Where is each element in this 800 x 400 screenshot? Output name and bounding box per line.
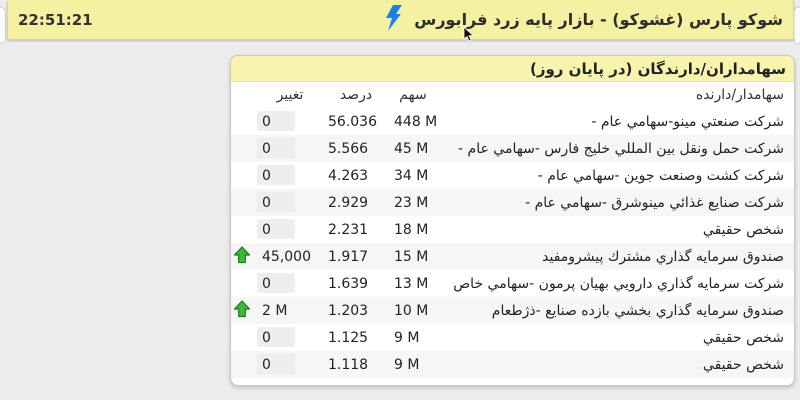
holder-name: شركت صنعتي مينو-سهامي عام - (591, 113, 784, 130)
table-header-row (231, 82, 794, 108)
change-value: 0 (262, 140, 271, 157)
change-cell (257, 324, 323, 351)
table-row[interactable] (231, 216, 794, 243)
shareholders-panel-title: سهامداران/دارندگان (در پايان روز) (231, 56, 794, 82)
column-header-percent: درصد (339, 87, 373, 103)
change-value: 0 (262, 275, 271, 292)
percent-value: 4.263 (328, 167, 369, 184)
shareholders-panel (230, 55, 795, 386)
partial-panel-right-edge (793, 7, 800, 44)
change-value: 0 (262, 113, 271, 130)
shares-value: 23 M (394, 194, 429, 211)
table-row[interactable] (231, 243, 794, 270)
holder-name: صندوق سرمايه گذاري مشترك پيشرومفيد (542, 248, 784, 265)
change-value: 0 (262, 221, 271, 238)
change-value: 2 M (262, 302, 288, 319)
change-cell (257, 216, 323, 243)
arrow-cell (231, 324, 257, 351)
table-row[interactable] (231, 324, 794, 351)
shares-value: 9 M (394, 356, 420, 373)
shares-value: 15 M (394, 248, 429, 265)
change-cell (257, 189, 323, 216)
holder-name: شخص حقيقي (702, 329, 784, 346)
change-cell (257, 270, 323, 297)
partial-panel-left-edge (0, 7, 6, 44)
instrument-title-bar[interactable] (7, 0, 794, 40)
change-cell (257, 135, 323, 162)
change-cell (257, 108, 323, 135)
shares-value: 34 M (394, 167, 429, 184)
percent-value: 1.639 (328, 275, 369, 292)
change-cell (257, 162, 323, 189)
holder-name: شركت صنايع غذائي مينوشرق -سهامي عام - (525, 194, 784, 211)
up-arrow-icon (233, 252, 251, 268)
instrument-title: شوكو پارس (غشوكو) - بازار پايه زرد فرابورس (414, 10, 783, 29)
percent-value: 2.231 (328, 221, 369, 238)
column-header-arrow-spacer (231, 82, 257, 108)
table-row[interactable] (231, 270, 794, 297)
holder-name: شخص حقيقي (702, 221, 784, 238)
holders-table-body (231, 108, 794, 378)
column-header-shares: سهم (399, 87, 427, 103)
shares-value: 18 M (394, 221, 429, 238)
shares-value: 10 M (394, 302, 429, 319)
change-cell (257, 351, 323, 378)
table-row[interactable] (231, 351, 794, 378)
percent-value: 2.929 (328, 194, 369, 211)
shares-value: 448 M (394, 113, 437, 130)
table-row[interactable] (231, 297, 794, 324)
percent-value: 5.566 (328, 140, 369, 157)
percent-value: 1.917 (328, 248, 369, 265)
mouse-cursor-icon (463, 27, 476, 46)
arrow-cell (231, 162, 257, 189)
column-header-change: تغيير (276, 87, 304, 103)
arrow-cell (231, 135, 257, 162)
column-header-holder: سهامدار/دارنده (695, 87, 784, 103)
change-value: 45,000 (262, 248, 311, 265)
shareholders-table (231, 82, 794, 378)
change-cell (257, 297, 323, 324)
shares-value: 45 M (394, 140, 429, 157)
table-row[interactable] (231, 135, 794, 162)
table-row[interactable] (231, 108, 794, 135)
change-cell (257, 243, 323, 270)
shares-value: 9 M (394, 329, 420, 346)
arrow-cell (231, 243, 257, 270)
holder-name: شخص حقيقي (702, 356, 784, 373)
arrow-cell (231, 270, 257, 297)
percent-value: 1.125 (328, 329, 369, 346)
clock-time: 22:51:21 (18, 10, 93, 29)
change-value: 0 (262, 167, 271, 184)
percent-value: 56.036 (328, 113, 377, 130)
shares-value: 13 M (394, 275, 429, 292)
change-value: 0 (262, 356, 271, 373)
table-row[interactable] (231, 162, 794, 189)
holder-name: شركت حمل ونقل بين المللي خليج فارس -سهامي عام - (458, 140, 784, 157)
change-value: 0 (262, 194, 271, 211)
table-row[interactable] (231, 189, 794, 216)
holder-name: شركت سرمايه گذاري دارويي بهيان پرمون -سهامي خاص (453, 275, 784, 292)
holder-name: صندوق سرمايه گذاري بخشي بازده صنايع -ذژطعام (491, 302, 784, 319)
percent-value: 1.203 (328, 302, 369, 319)
holder-name: شركت كشت وصنعت جوين -سهامي عام - (537, 167, 784, 184)
change-value: 0 (262, 329, 271, 346)
up-arrow-icon (233, 306, 251, 322)
arrow-cell (231, 351, 257, 378)
lightning-bolt-icon (384, 5, 404, 35)
arrow-cell (231, 189, 257, 216)
arrow-cell (231, 108, 257, 135)
percent-value: 1.118 (328, 356, 369, 373)
arrow-cell (231, 297, 257, 324)
arrow-cell (231, 216, 257, 243)
